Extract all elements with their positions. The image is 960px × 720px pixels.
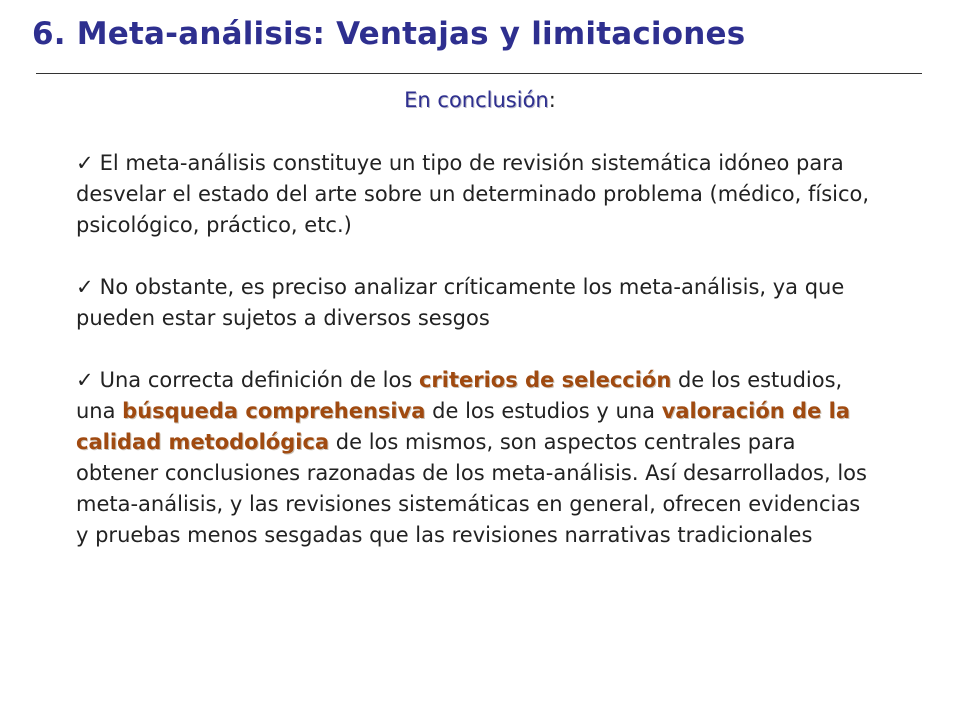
bullet-text: No obstante, es preciso analizar críticamente los meta-análisis, ya que pueden estar sujetos a diversos sesgos: [76, 275, 845, 330]
conclusion-heading: [0, 88, 960, 112]
bullet-text: El meta-análisis constituye un tipo de revisión sistemática idóneo para desvelar el estado del arte sobre un determinado problema (médico, físico, psicológico, práctico, etc.): [76, 151, 870, 237]
conclusion-heading-colon: :: [548, 88, 556, 112]
bullet-item: [76, 148, 876, 241]
bullet-text-segment: de los estudios, una: [76, 368, 843, 423]
highlight-criterios: criterios de selección: [418, 368, 672, 392]
checkmark-icon: ✓: [76, 368, 94, 392]
bullet-list: [76, 148, 876, 551]
bullet-text-segment: Una correcta definición de los: [99, 368, 419, 392]
bullet-item: [76, 365, 876, 551]
title-divider: [36, 73, 922, 74]
highlight-busqueda: búsqueda comprehensiva: [122, 399, 426, 423]
bullet-item: [76, 272, 876, 334]
checkmark-icon: ✓: [76, 275, 94, 299]
slide-title: 6. Meta-análisis: Ventajas y limitaciones: [32, 16, 746, 52]
checkmark-icon: ✓: [76, 151, 94, 175]
bullet-text-segment: de los estudios y una: [425, 399, 662, 423]
conclusion-heading-label: En conclusión: [404, 88, 549, 112]
bullet-text-segment: de los mismos, son aspectos centrales para obtener conclusiones razonadas de los meta-análisis. Así desarrollados, los meta-análisis, y las revisiones sistemáticas en general, ofrecen evidencias y pruebas menos sesgadas que las revisiones narrativas tradicionales: [76, 430, 867, 547]
highlight-valoracion: valoración de la calidad metodológica: [76, 399, 850, 454]
